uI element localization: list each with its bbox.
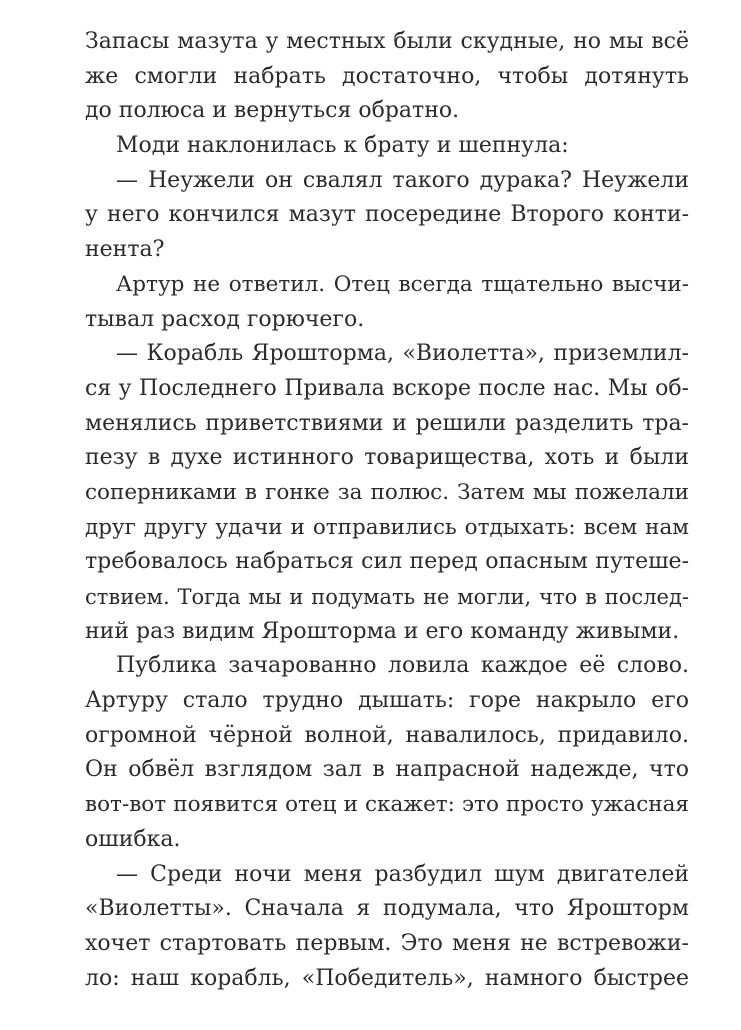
text-line: требовалось набраться сил перед опасным путеше- xyxy=(85,549,689,575)
text-line: ошибка. xyxy=(85,826,181,852)
text-line: же смогли набрать достаточно, чтобы дотянуть xyxy=(85,63,689,89)
text-line: вот-вот появится отец и скажет: это просто ужасная xyxy=(85,792,689,818)
text-line: — Неужели он свалял такого дурака? Неужели xyxy=(116,167,689,193)
text-line: тывал расход горючего. xyxy=(85,306,365,332)
text-line: «Виолетты». Сначала я подумала, что Ярошторм xyxy=(85,896,689,922)
text-line: Публика зачарованно ловила каждое её слово. xyxy=(116,653,689,679)
text-line: Артур не ответил. Отец всегда тщательно высчи- xyxy=(116,271,689,297)
text-line: ся у Последнего Привала вскоре после нас. Мы об- xyxy=(85,375,689,401)
text-line: Запасы мазута у местных были скудные, но мы всё xyxy=(85,29,689,54)
book-page-text xyxy=(85,25,689,996)
text-line: до полюса и вернуться обратно. xyxy=(85,98,460,124)
text-line: Он обвёл взглядом зал в напрасной надежде, что xyxy=(85,757,689,783)
text-line: — Среди ночи меня разбудил шум двигателей xyxy=(116,861,689,887)
text-line: ствием. Тогда мы и подумать не могли, что в послед- xyxy=(85,585,689,609)
text-line: хочет стартовать первым. Это меня не встревожи- xyxy=(85,930,689,956)
text-line: друг другу удачи и отправились отдыхать: всем нам xyxy=(85,514,689,540)
text-line: Моди наклонилась к брату и шепнула: xyxy=(116,133,569,159)
text-line: ний раз видим Ярошторма и его команду живыми. xyxy=(85,618,680,644)
text-line: пезу в духе истинного товарищества, хоть и были xyxy=(85,445,689,471)
text-line: менялись приветствиями и решили разделить тра- xyxy=(85,410,689,436)
text-line: — Корабль Ярошторма, «Виолетта», приземлил- xyxy=(116,341,689,367)
text-line: нента? xyxy=(85,237,165,263)
text-line: соперниками в гонке за полюс. Затем мы пожелали xyxy=(85,479,689,505)
text-line: Артуру стало трудно дышать: горе накрыло его xyxy=(85,688,689,714)
text-line: у него кончился мазут посередине Второго конти- xyxy=(85,202,689,228)
text-line: ло: наш корабль, «Победитель», намного быстрее xyxy=(85,965,689,991)
text-line: огромной чёрной волной, навалилось, придавило. xyxy=(85,722,689,748)
